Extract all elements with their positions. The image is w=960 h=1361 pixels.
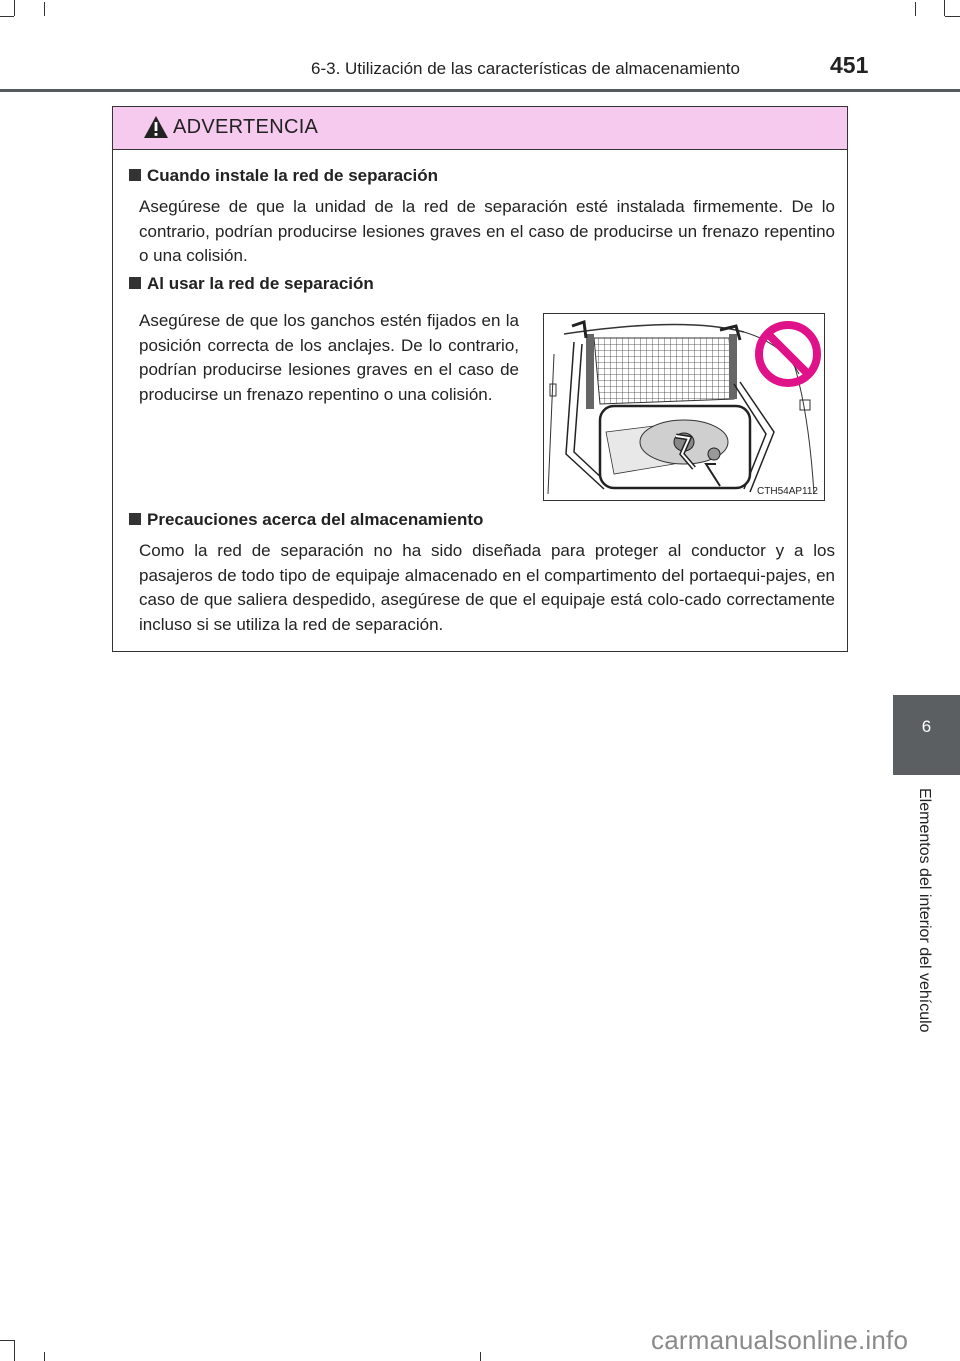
figure-code: CTH54AP112: [757, 486, 818, 497]
header-rule: [0, 89, 960, 92]
prohibition-icon: [754, 320, 822, 388]
bullet-square-icon: [129, 513, 141, 525]
crop-mark: [480, 1352, 481, 1361]
chapter-number: 6: [921, 717, 932, 736]
crop-mark: [944, 0, 945, 16]
bullet-square-icon: [129, 277, 141, 289]
crop-mark: [44, 2, 45, 16]
bullet-square-icon: [129, 169, 141, 181]
crop-mark: [14, 0, 15, 16]
crop-mark: [0, 1340, 14, 1341]
section-text: Asegúrese de que los ganchos estén fijados en la posición correcta de los anclajes. De lo contrario, podrían producirse lesiones graves en el caso de producirse un frenazo repentino o una colisión.: [139, 311, 519, 404]
watermark: carmanualsonline.info: [651, 1325, 909, 1355]
warning-triangle-icon: [143, 115, 169, 139]
crop-mark: [14, 1340, 15, 1361]
section-heading: Al usar la red de separación: [129, 274, 374, 294]
page-number: 451: [830, 52, 869, 78]
crop-mark: [44, 1352, 45, 1361]
page-header-title: 6-3. Utilización de las características de almacenamiento: [311, 59, 740, 78]
chapter-tab: [893, 695, 960, 775]
separation-net-illustration: [543, 313, 825, 501]
warning-header: [113, 107, 847, 150]
section-heading: Cuando instale la red de separación: [129, 166, 438, 186]
section-text: Asegúrese de que la unidad de la red de separación esté instalada firmemente. De lo contrario, podrían producirse lesiones graves en el caso de producirse un frenazo repentino o una colisión.: [139, 197, 835, 265]
section-text: Como la red de separación no ha sido diseñada para proteger al conductor y a los pasajeros de todo tipo de equipaje almacenado en el compartimento del portaequi-pajes, en caso de que saliera despedido, asegúrese de que el equipaje está colo-cado correctamente incluso si se utiliza la red de separación.: [139, 541, 835, 634]
chapter-label: Elementos del interior del vehículo: [916, 788, 933, 1033]
warning-box: [112, 106, 848, 652]
crop-mark: [915, 2, 916, 16]
crop-mark: [0, 16, 14, 17]
warning-label: ADVERTENCIA: [173, 116, 319, 138]
crop-mark: [945, 16, 960, 17]
section-heading: Precauciones acerca del almacenamiento: [129, 510, 483, 530]
